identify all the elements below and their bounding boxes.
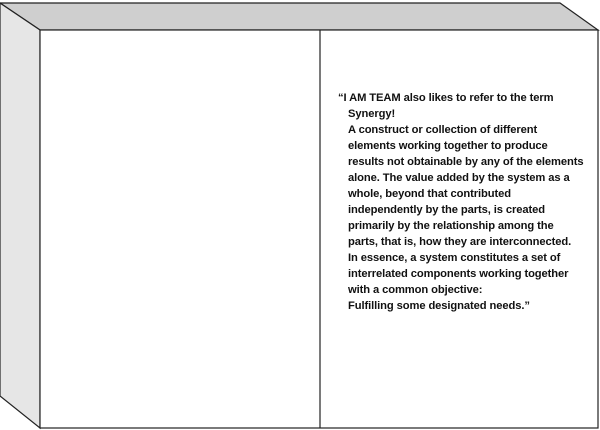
quote-line: Synergy! bbox=[348, 108, 396, 120]
quote-line: parts, that is, how they are interconnected. bbox=[348, 236, 572, 248]
quote-line: A construct or collection of different bbox=[348, 124, 538, 136]
box-top-face bbox=[0, 3, 598, 30]
quote-line: In essence, a system constitutes a set of bbox=[348, 252, 561, 264]
quote-line: independently by the parts, is created bbox=[348, 204, 546, 216]
quote-line: with a common objective: bbox=[348, 284, 483, 296]
quote-line: alone. The value added by the system as a bbox=[348, 172, 570, 184]
quote-line: “I AM TEAM also likes to refer to the term bbox=[338, 92, 554, 104]
quote-line: Fulfilling some designated needs.” bbox=[348, 300, 530, 312]
quote-line: whole, beyond that contributed bbox=[348, 188, 511, 200]
box-left-side-face bbox=[0, 3, 40, 428]
synergy-quote bbox=[338, 90, 588, 314]
quote-line: primarily by the relationship among the bbox=[348, 220, 554, 232]
quote-line: elements working together to produce bbox=[348, 140, 548, 152]
quote-line: interrelated components working together bbox=[348, 268, 569, 280]
quote-line: results not obtainable by any of the elements bbox=[348, 156, 584, 168]
